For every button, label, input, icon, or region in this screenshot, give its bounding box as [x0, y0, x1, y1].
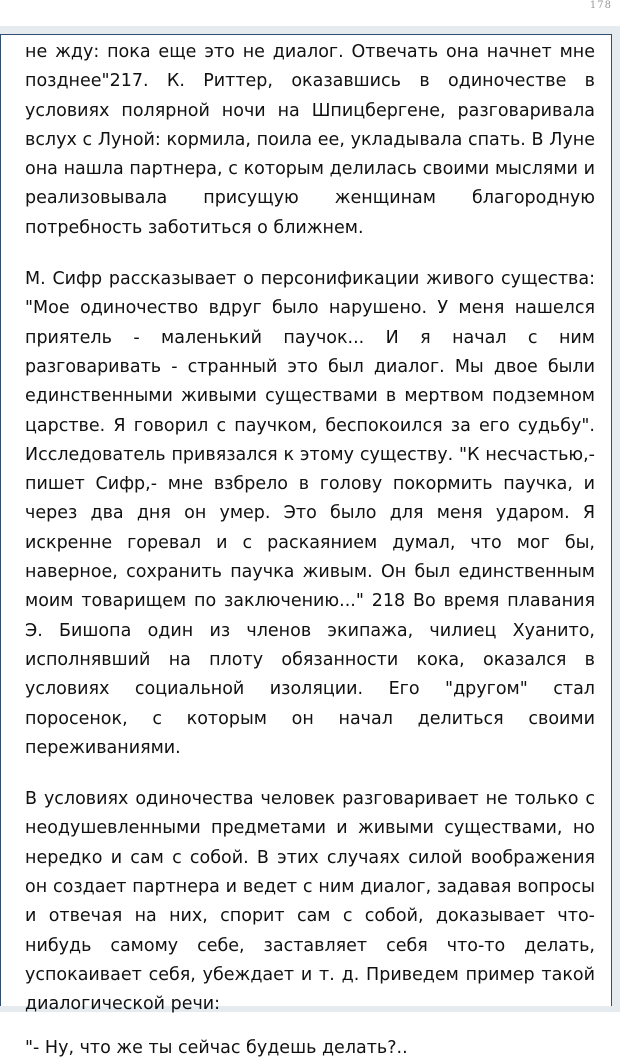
paragraph-gap — [25, 243, 595, 265]
paragraph-gap — [25, 763, 595, 785]
page-content — [25, 38, 595, 1063]
paragraph-3: В условиях одиночества человек разговаривает не только с неодушевленными предметами и живыми существами, но нередко и сам с собой. В этих случаях силой воображения он создает партнера и ведет с ним диалог, задавая вопросы и отвечая на них, спорит сам с собой, доказывает что-нибудь самому себе, заставляет себя что-то делать, успокаивает себя, убеждает и т. д. Приведем пример такой диалогической речи: — [25, 789, 595, 1015]
paragraph-2: М. Сифр рассказывает о персонификации живого существа: "Мое одиночество вдруг было нарушено. У меня нашелся приятель - маленький паучок... И я начал с ним разговаривать - странный это был диалог. Мы двое были единственными живыми существами в мертвом подземном царстве. Я говорил с паучком, беспокоился за его судьбу". Исследователь привязался к этому существу. "К несчастью,- пишет Сифр,- мне взбрело в голову покормить паучка, и через два дня он умер. Это было для меня ударом. Я искренне горевал и с раскаянием думал, что мог бы, наверное, сохранить паучка живым. Он был единственным моим товарищем по заключению..." 218 Во время плавания Э. Бишопа один из членов экипажа, чилиец Хуанито, исполнявший на плоту обязанности кока, оказался в условиях социальной изоляции. Его "другом" стал поросенок, с которым он начал делиться своими переживаниями. — [25, 269, 595, 758]
page-number: 178 — [589, 0, 612, 11]
paragraph-4: "- Ну, что же ты сейчас будешь делать?.. — [25, 1037, 408, 1058]
paragraph-1: не жду: пока еще это не диалог. Отвечать она начнет мне позднее"217. К. Риттер, оказавшись в одиночестве в условиях полярной ночи на Шпицбергене, разговаривала вслух с Луной: кормила, поила ее, укладывала спать. В Луне она нашла партнера, с которым делилась своими мыслями и реализовывала присущую женщинам благородную потребность заботиться о ближнем. — [25, 42, 595, 238]
right-border-strip — [612, 34, 620, 1012]
top-border-strip — [0, 26, 620, 34]
paragraph-gap — [25, 1020, 595, 1034]
